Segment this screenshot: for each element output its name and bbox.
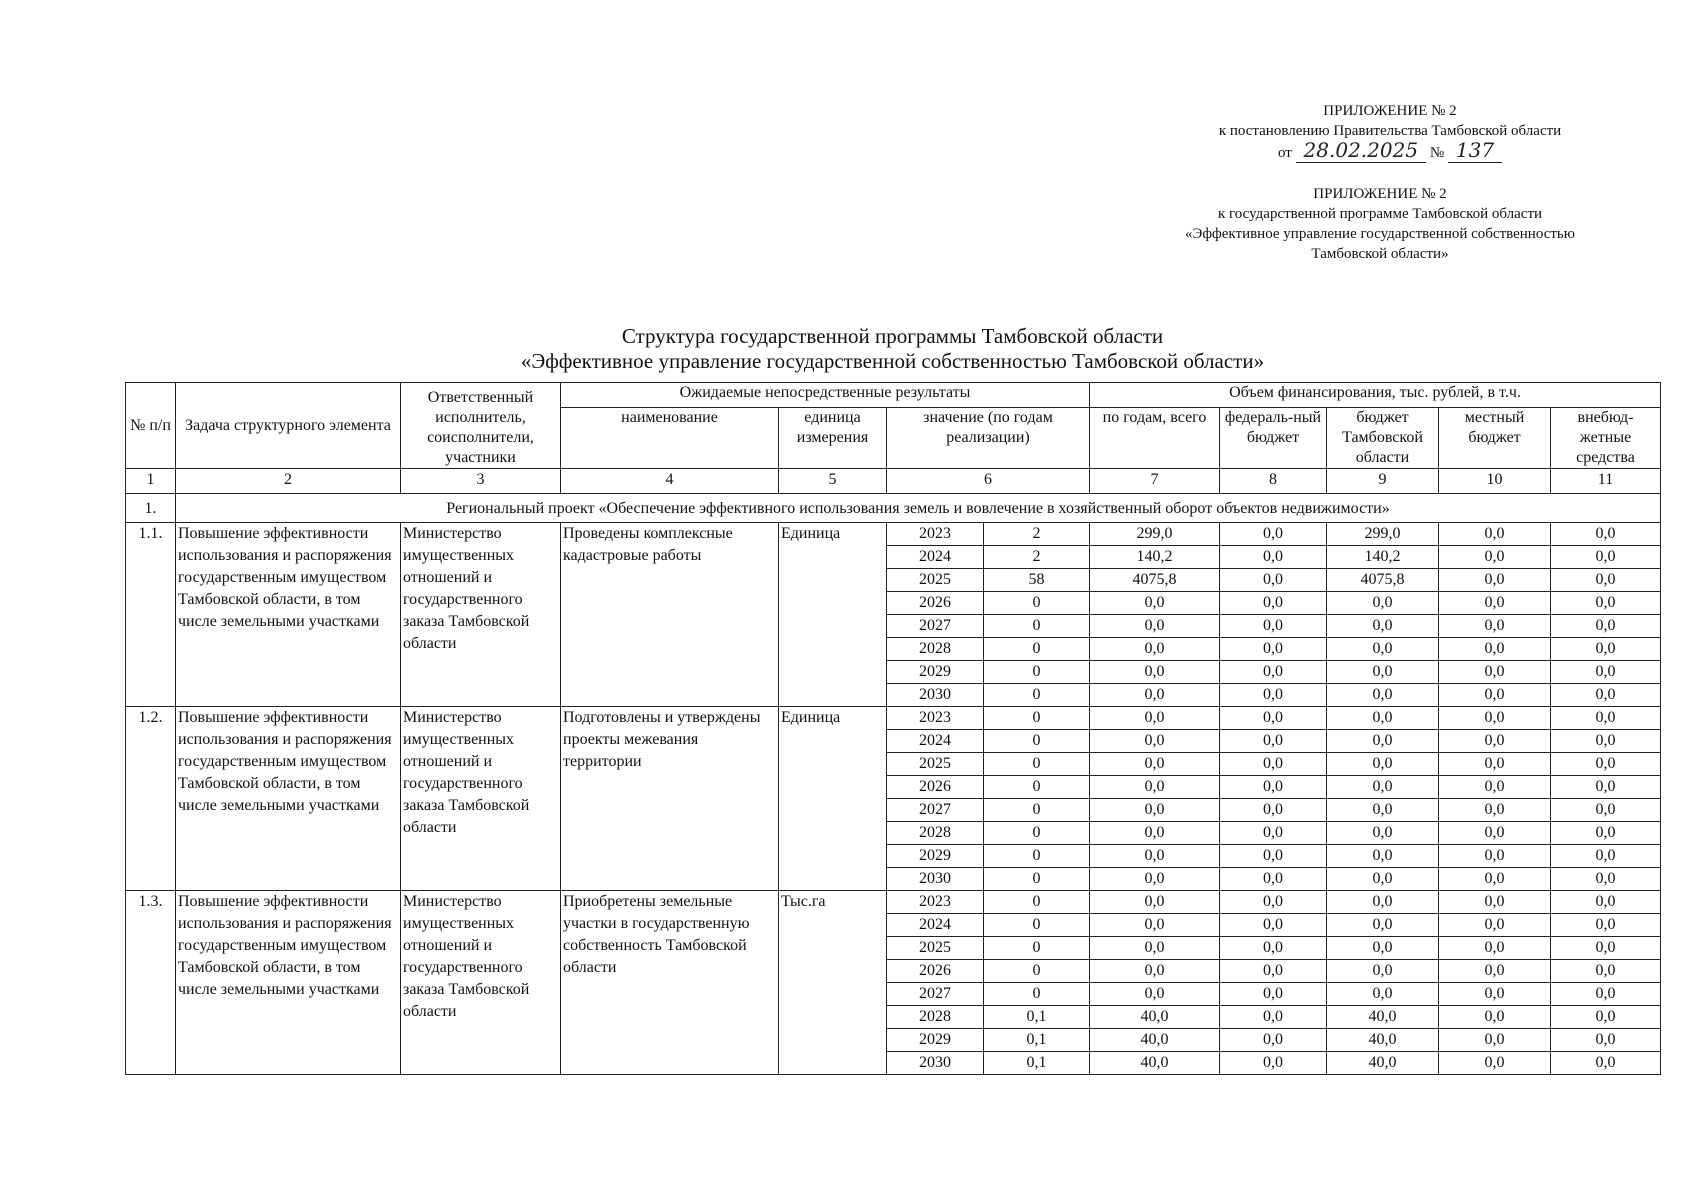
- item-result: Подготовлены и утверждены проекты межевания территории: [561, 707, 779, 891]
- cell-year: 2028: [887, 638, 984, 661]
- cell-local: 0,0: [1439, 799, 1551, 822]
- cell-extra: 0,0: [1551, 960, 1661, 983]
- cell-value: 0: [984, 638, 1090, 661]
- cell-extra: 0,0: [1551, 638, 1661, 661]
- cell-year: 2024: [887, 914, 984, 937]
- cell-extra: 0,0: [1551, 753, 1661, 776]
- cell-federal: 0,0: [1220, 615, 1327, 638]
- item-result: Проведены комплексные кадастровые работы: [561, 523, 779, 707]
- cell-extra: 0,0: [1551, 592, 1661, 615]
- cell-value: 0,1: [984, 1052, 1090, 1075]
- document-title: [180, 324, 1605, 374]
- cell-year: 2026: [887, 592, 984, 615]
- table-row: [126, 523, 1661, 546]
- cell-year: 2030: [887, 868, 984, 891]
- cell-regional: 0,0: [1327, 960, 1439, 983]
- cell-local: 0,0: [1439, 615, 1551, 638]
- header-no: № п/п: [126, 383, 176, 469]
- cell-year: 2023: [887, 523, 984, 546]
- cell-regional: 0,0: [1327, 615, 1439, 638]
- cell-regional: 0,0: [1327, 707, 1439, 730]
- cell-federal: 0,0: [1220, 822, 1327, 845]
- cell-federal: 0,0: [1220, 799, 1327, 822]
- cell-value: 0: [984, 615, 1090, 638]
- appendix-header-program: [1120, 184, 1640, 264]
- cell-federal: 0,0: [1220, 868, 1327, 891]
- cell-regional: 0,0: [1327, 891, 1439, 914]
- column-number: 1: [126, 469, 176, 494]
- cell-local: 0,0: [1439, 684, 1551, 707]
- cell-regional: 0,0: [1327, 937, 1439, 960]
- cell-total: 0,0: [1090, 822, 1220, 845]
- header-executor: Ответственный исполнитель, соисполнители, участники: [401, 383, 561, 469]
- cell-value: 0: [984, 822, 1090, 845]
- handwritten-date: 28.02.2025: [1296, 138, 1427, 163]
- cell-local: 0,0: [1439, 546, 1551, 569]
- cell-regional: 0,0: [1327, 638, 1439, 661]
- cell-regional: 4075,8: [1327, 569, 1439, 592]
- item-unit: Единица: [779, 523, 887, 707]
- cell-year: 2024: [887, 546, 984, 569]
- cell-total: 0,0: [1090, 891, 1220, 914]
- cell-regional: 0,0: [1327, 753, 1439, 776]
- cell-total: 40,0: [1090, 1029, 1220, 1052]
- cell-federal: 0,0: [1220, 1052, 1327, 1075]
- appendix-title: ПРИЛОЖЕНИЕ № 2: [1323, 103, 1457, 119]
- cell-extra: 0,0: [1551, 1029, 1661, 1052]
- cell-value: 0: [984, 937, 1090, 960]
- cell-extra: 0,0: [1551, 661, 1661, 684]
- item-number: 1.1.: [126, 523, 176, 707]
- cell-federal: 0,0: [1220, 1006, 1327, 1029]
- cell-value: 0: [984, 753, 1090, 776]
- cell-total: 0,0: [1090, 592, 1220, 615]
- cell-local: 0,0: [1439, 914, 1551, 937]
- item-unit: Тыс.га: [779, 891, 887, 1075]
- appendix-program-line-3: Тамбовской области»: [1311, 246, 1449, 262]
- cell-local: 0,0: [1439, 1029, 1551, 1052]
- column-number: 3: [401, 469, 561, 494]
- cell-value: 2: [984, 546, 1090, 569]
- cell-total: 0,0: [1090, 845, 1220, 868]
- column-number: 2: [176, 469, 401, 494]
- cell-value: 0,1: [984, 1006, 1090, 1029]
- cell-total: 40,0: [1090, 1052, 1220, 1075]
- cell-total: 0,0: [1090, 914, 1220, 937]
- cell-extra: 0,0: [1551, 776, 1661, 799]
- cell-federal: 0,0: [1220, 661, 1327, 684]
- cell-local: 0,0: [1439, 569, 1551, 592]
- program-structure-table: [125, 382, 1661, 1075]
- cell-value: 0: [984, 799, 1090, 822]
- cell-regional: 0,0: [1327, 868, 1439, 891]
- cell-local: 0,0: [1439, 753, 1551, 776]
- cell-local: 0,0: [1439, 707, 1551, 730]
- cell-year: 2025: [887, 569, 984, 592]
- column-number: 11: [1551, 469, 1661, 494]
- cell-year: 2024: [887, 730, 984, 753]
- section-number: 1.: [126, 494, 176, 523]
- cell-local: 0,0: [1439, 822, 1551, 845]
- cell-total: 0,0: [1090, 937, 1220, 960]
- item-executor: Министерство имущественных отношений и государственного заказа Тамбовской области: [401, 523, 561, 707]
- column-number-row: [126, 469, 1661, 494]
- cell-total: 0,0: [1090, 730, 1220, 753]
- cell-federal: 0,0: [1220, 960, 1327, 983]
- cell-total: 140,2: [1090, 546, 1220, 569]
- header-federal: федераль-ный бюджет: [1220, 408, 1327, 469]
- cell-federal: 0,0: [1220, 523, 1327, 546]
- cell-extra: 0,0: [1551, 845, 1661, 868]
- cell-regional: 0,0: [1327, 845, 1439, 868]
- cell-regional: 0,0: [1327, 776, 1439, 799]
- cell-value: 0: [984, 983, 1090, 1006]
- cell-local: 0,0: [1439, 845, 1551, 868]
- cell-local: 0,0: [1439, 1006, 1551, 1029]
- cell-federal: 0,0: [1220, 914, 1327, 937]
- cell-total: 299,0: [1090, 523, 1220, 546]
- cell-total: 0,0: [1090, 868, 1220, 891]
- cell-total: 0,0: [1090, 684, 1220, 707]
- cell-regional: 140,2: [1327, 546, 1439, 569]
- cell-total: 40,0: [1090, 1006, 1220, 1029]
- cell-federal: 0,0: [1220, 1029, 1327, 1052]
- cell-total: 0,0: [1090, 707, 1220, 730]
- cell-federal: 0,0: [1220, 845, 1327, 868]
- cell-year: 2026: [887, 776, 984, 799]
- cell-federal: 0,0: [1220, 546, 1327, 569]
- cell-federal: 0,0: [1220, 937, 1327, 960]
- cell-extra: 0,0: [1551, 523, 1661, 546]
- cell-year: 2028: [887, 1006, 984, 1029]
- cell-regional: 0,0: [1327, 684, 1439, 707]
- header-result-name: наименование: [561, 408, 779, 469]
- appendix-title: ПРИЛОЖЕНИЕ № 2: [1313, 186, 1447, 202]
- cell-local: 0,0: [1439, 592, 1551, 615]
- cell-year: 2027: [887, 983, 984, 1006]
- cell-extra: 0,0: [1551, 914, 1661, 937]
- cell-extra: 0,0: [1551, 1052, 1661, 1075]
- cell-extra: 0,0: [1551, 615, 1661, 638]
- cell-local: 0,0: [1439, 983, 1551, 1006]
- handwritten-number: 137: [1448, 138, 1502, 163]
- item-task: Повышение эффективности использования и распоряжения государственным имуществом Тамбовской области, в том числе земельными участками: [176, 523, 401, 707]
- header-total: по годам, всего: [1090, 408, 1220, 469]
- cell-extra: 0,0: [1551, 799, 1661, 822]
- column-number: 10: [1439, 469, 1551, 494]
- column-number: 9: [1327, 469, 1439, 494]
- header-extra: внебюд-жетные средства: [1551, 408, 1661, 469]
- item-executor: Министерство имущественных отношений и государственного заказа Тамбовской области: [401, 891, 561, 1075]
- cell-year: 2025: [887, 937, 984, 960]
- cell-extra: 0,0: [1551, 546, 1661, 569]
- cell-year: 2027: [887, 615, 984, 638]
- cell-extra: 0,0: [1551, 983, 1661, 1006]
- cell-value: 0: [984, 868, 1090, 891]
- cell-local: 0,0: [1439, 960, 1551, 983]
- cell-federal: 0,0: [1220, 891, 1327, 914]
- cell-local: 0,0: [1439, 638, 1551, 661]
- cell-local: 0,0: [1439, 937, 1551, 960]
- cell-year: 2025: [887, 753, 984, 776]
- cell-regional: 0,0: [1327, 799, 1439, 822]
- cell-federal: 0,0: [1220, 753, 1327, 776]
- cell-extra: 0,0: [1551, 937, 1661, 960]
- cell-year: 2030: [887, 684, 984, 707]
- cell-total: 0,0: [1090, 638, 1220, 661]
- cell-value: 0: [984, 914, 1090, 937]
- cell-extra: 0,0: [1551, 569, 1661, 592]
- cell-regional: 0,0: [1327, 983, 1439, 1006]
- cell-total: 0,0: [1090, 776, 1220, 799]
- cell-year: 2030: [887, 1052, 984, 1075]
- cell-federal: 0,0: [1220, 707, 1327, 730]
- cell-year: 2027: [887, 799, 984, 822]
- cell-year: 2023: [887, 891, 984, 914]
- cell-total: 4075,8: [1090, 569, 1220, 592]
- cell-total: 0,0: [1090, 960, 1220, 983]
- cell-value: 0: [984, 891, 1090, 914]
- header-value: значение (по годам реализации): [887, 408, 1090, 469]
- cell-year: 2023: [887, 707, 984, 730]
- cell-value: 0: [984, 661, 1090, 684]
- header-local: местный бюджет: [1439, 408, 1551, 469]
- section-row: [126, 494, 1661, 523]
- cell-local: 0,0: [1439, 868, 1551, 891]
- cell-regional: 40,0: [1327, 1029, 1439, 1052]
- cell-regional: 0,0: [1327, 914, 1439, 937]
- cell-year: 2029: [887, 1029, 984, 1052]
- cell-year: 2028: [887, 822, 984, 845]
- number-label: №: [1429, 145, 1445, 161]
- item-task: Повышение эффективности использования и распоряжения государственным имуществом Тамбовской области, в том числе земельными участками: [176, 707, 401, 891]
- appendix-date-line: [1150, 138, 1630, 163]
- cell-value: 0: [984, 684, 1090, 707]
- item-result: Приобретены земельные участки в государственную собственность Тамбовской области: [561, 891, 779, 1075]
- cell-value: 0: [984, 592, 1090, 615]
- cell-federal: 0,0: [1220, 638, 1327, 661]
- cell-value: 58: [984, 569, 1090, 592]
- cell-extra: 0,0: [1551, 730, 1661, 753]
- cell-year: 2029: [887, 845, 984, 868]
- cell-local: 0,0: [1439, 661, 1551, 684]
- cell-federal: 0,0: [1220, 730, 1327, 753]
- document-title-line-1: Структура государственной программы Тамбовской области: [621, 324, 1164, 348]
- appendix-program-line-2: «Эффективное управление государственной собственностью: [1185, 226, 1575, 242]
- cell-federal: 0,0: [1220, 592, 1327, 615]
- header-task: Задача структурного элемента: [176, 383, 401, 469]
- from-label: от: [1277, 145, 1292, 161]
- cell-value: 0: [984, 776, 1090, 799]
- cell-regional: 40,0: [1327, 1006, 1439, 1029]
- cell-extra: 0,0: [1551, 891, 1661, 914]
- appendix-header-resolution: [1150, 101, 1630, 163]
- cell-total: 0,0: [1090, 753, 1220, 776]
- item-task: Повышение эффективности использования и распоряжения государственным имуществом Тамбовской области, в том числе земельными участками: [176, 891, 401, 1075]
- item-number: 1.2.: [126, 707, 176, 891]
- cell-regional: 0,0: [1327, 822, 1439, 845]
- cell-regional: 0,0: [1327, 730, 1439, 753]
- item-number: 1.3.: [126, 891, 176, 1075]
- header-regional: бюджет Тамбовской области: [1327, 408, 1439, 469]
- column-number: 5: [779, 469, 887, 494]
- cell-regional: 0,0: [1327, 661, 1439, 684]
- cell-year: 2029: [887, 661, 984, 684]
- appendix-program-line-1: к государственной программе Тамбовской области: [1217, 206, 1543, 222]
- cell-value: 0: [984, 707, 1090, 730]
- table-row: [126, 891, 1661, 914]
- column-number: 8: [1220, 469, 1327, 494]
- cell-extra: 0,0: [1551, 684, 1661, 707]
- section-title: Региональный проект «Обеспечение эффективного использования земель и вовлечение в хозяйственный оборот объектов недвижимости»: [176, 494, 1661, 523]
- cell-value: 0,1: [984, 1029, 1090, 1052]
- cell-local: 0,0: [1439, 1052, 1551, 1075]
- column-number: 4: [561, 469, 779, 494]
- cell-year: 2026: [887, 960, 984, 983]
- cell-federal: 0,0: [1220, 776, 1327, 799]
- item-executor: Министерство имущественных отношений и государственного заказа Тамбовской области: [401, 707, 561, 891]
- table-row: [126, 707, 1661, 730]
- cell-federal: 0,0: [1220, 684, 1327, 707]
- cell-local: 0,0: [1439, 730, 1551, 753]
- cell-value: 0: [984, 960, 1090, 983]
- header-funding-group: Объем финансирования, тыс. рублей, в т.ч.: [1090, 383, 1661, 408]
- cell-total: 0,0: [1090, 799, 1220, 822]
- document-title-line-2: «Эффективное управление государственной собственностью Тамбовской области»: [520, 349, 1265, 373]
- cell-extra: 0,0: [1551, 822, 1661, 845]
- cell-federal: 0,0: [1220, 983, 1327, 1006]
- cell-value: 0: [984, 845, 1090, 868]
- cell-extra: 0,0: [1551, 868, 1661, 891]
- column-number: 7: [1090, 469, 1220, 494]
- cell-local: 0,0: [1439, 523, 1551, 546]
- header-results-group: Ожидаемые непосредственные результаты: [561, 383, 1090, 408]
- cell-total: 0,0: [1090, 661, 1220, 684]
- cell-extra: 0,0: [1551, 1006, 1661, 1029]
- cell-value: 2: [984, 523, 1090, 546]
- cell-extra: 0,0: [1551, 707, 1661, 730]
- appendix-resolution-line: к постановлению Правительства Тамбовской области: [1218, 123, 1562, 139]
- cell-local: 0,0: [1439, 776, 1551, 799]
- cell-regional: 0,0: [1327, 592, 1439, 615]
- column-number: 6: [887, 469, 1090, 494]
- cell-local: 0,0: [1439, 891, 1551, 914]
- header-unit: единица измерения: [779, 408, 887, 469]
- item-unit: Единица: [779, 707, 887, 891]
- cell-total: 0,0: [1090, 615, 1220, 638]
- cell-value: 0: [984, 730, 1090, 753]
- cell-regional: 40,0: [1327, 1052, 1439, 1075]
- cell-federal: 0,0: [1220, 569, 1327, 592]
- cell-regional: 299,0: [1327, 523, 1439, 546]
- cell-total: 0,0: [1090, 983, 1220, 1006]
